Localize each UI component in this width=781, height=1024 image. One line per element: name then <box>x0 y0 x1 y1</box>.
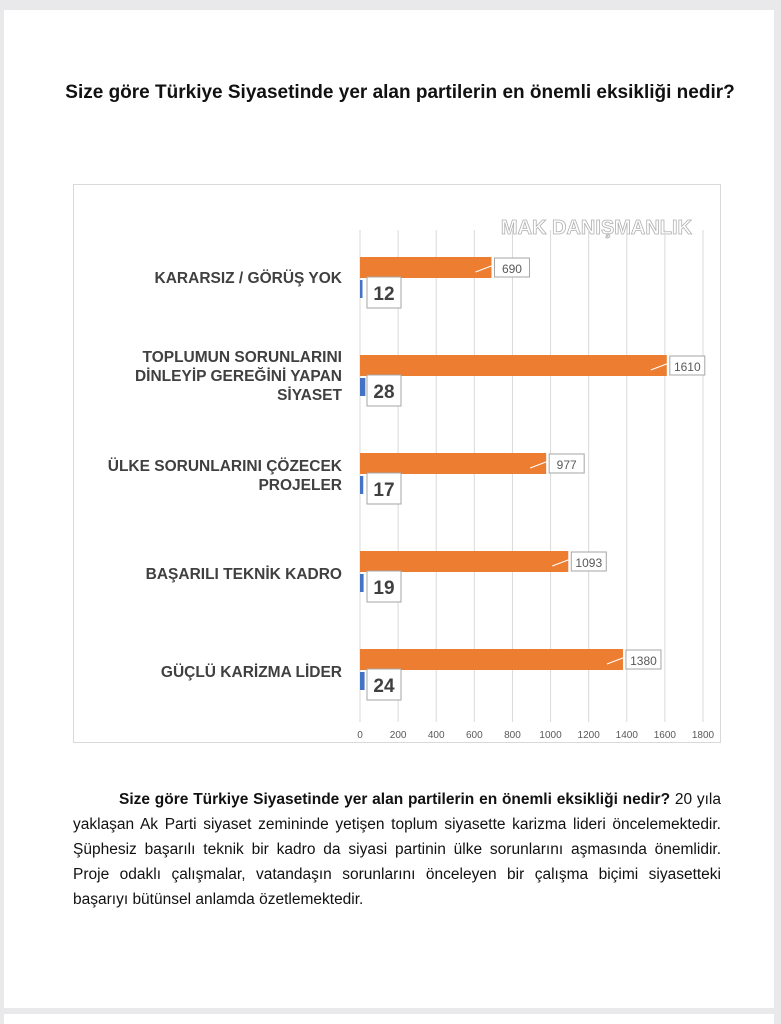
x-tick-label: 800 <box>504 730 521 741</box>
bar-percent-label: 19 <box>373 578 395 599</box>
bar-percent-label: 28 <box>373 382 395 403</box>
bar-percent <box>360 672 365 690</box>
page-title: Size göre Türkiye Siyasetinde yer alan partilerin en önemli eksikliği nedir? <box>65 82 735 103</box>
x-tick-label: 400 <box>427 730 445 741</box>
x-tick-label: 1200 <box>577 730 600 741</box>
category-label: BAŞARILI TEKNİK KADRO <box>145 566 342 583</box>
x-tick-label: 1600 <box>653 730 677 741</box>
bar-count-label: 1610 <box>673 360 701 374</box>
bar-percent-label: 12 <box>373 284 395 305</box>
bar-count <box>360 355 667 376</box>
bar-count-label: 1380 <box>630 654 657 668</box>
x-tick-label: 600 <box>465 730 483 741</box>
body-paragraph <box>73 787 721 912</box>
x-tick-label: 200 <box>389 730 407 741</box>
x-tick-label: 0 <box>357 730 363 741</box>
bar-percent <box>360 378 365 396</box>
category-label: TOPLUMUN SORUNLARINI DİNLEYİP GEREĞİNİ YAPAN SİYASET <box>134 349 342 404</box>
category-label: ÜLKE SORUNLARINI ÇÖZECEK PROJELER <box>107 458 342 494</box>
bar-count-label: 1093 <box>575 556 603 570</box>
bar-chart <box>73 184 721 743</box>
bar-count <box>360 649 623 670</box>
bar-percent <box>360 280 363 298</box>
body-text: 20 yıla yaklaşan Ak Parti siyaset zemininde yetişen toplum siyasette karizma lideri öncelemektedir. Şüphesiz başarılı teknik bir kadro da siyasi partinin ülke sorunlarını aşmasında önemlidir. Proje odaklı çalışmalar, vatandaşın sorunlarını önceleyen bir çalışma biçimi siyasetteki başarıyı bütünsel anlamda özetlemektedir. <box>73 791 721 908</box>
category-label: GÜÇLÜ KARİZMA LİDER <box>160 664 342 681</box>
category-label: KARARSIZ / GÖRÜŞ YOK <box>154 270 342 287</box>
bar-count-label: 690 <box>501 262 522 276</box>
bar-percent-label: 24 <box>373 676 395 697</box>
x-tick-label: 1800 <box>691 730 715 741</box>
watermark-text: MAK DANIŞMANLIK <box>500 217 692 239</box>
body-lead: Size göre Türkiye Siyasetinde yer alan partilerin en önemli eksikliği nedir? <box>119 791 671 808</box>
x-tick-label: 1400 <box>615 730 638 741</box>
bar-percent-label: 17 <box>373 480 395 501</box>
bar-count <box>360 453 546 474</box>
next-page-edge <box>4 1014 774 1024</box>
x-tick-label: 1000 <box>539 730 562 741</box>
bar-count-label: 977 <box>556 458 577 472</box>
bar-percent <box>360 574 364 592</box>
bar-count <box>360 551 568 572</box>
bar-percent <box>360 476 363 494</box>
bar-count <box>360 257 491 278</box>
